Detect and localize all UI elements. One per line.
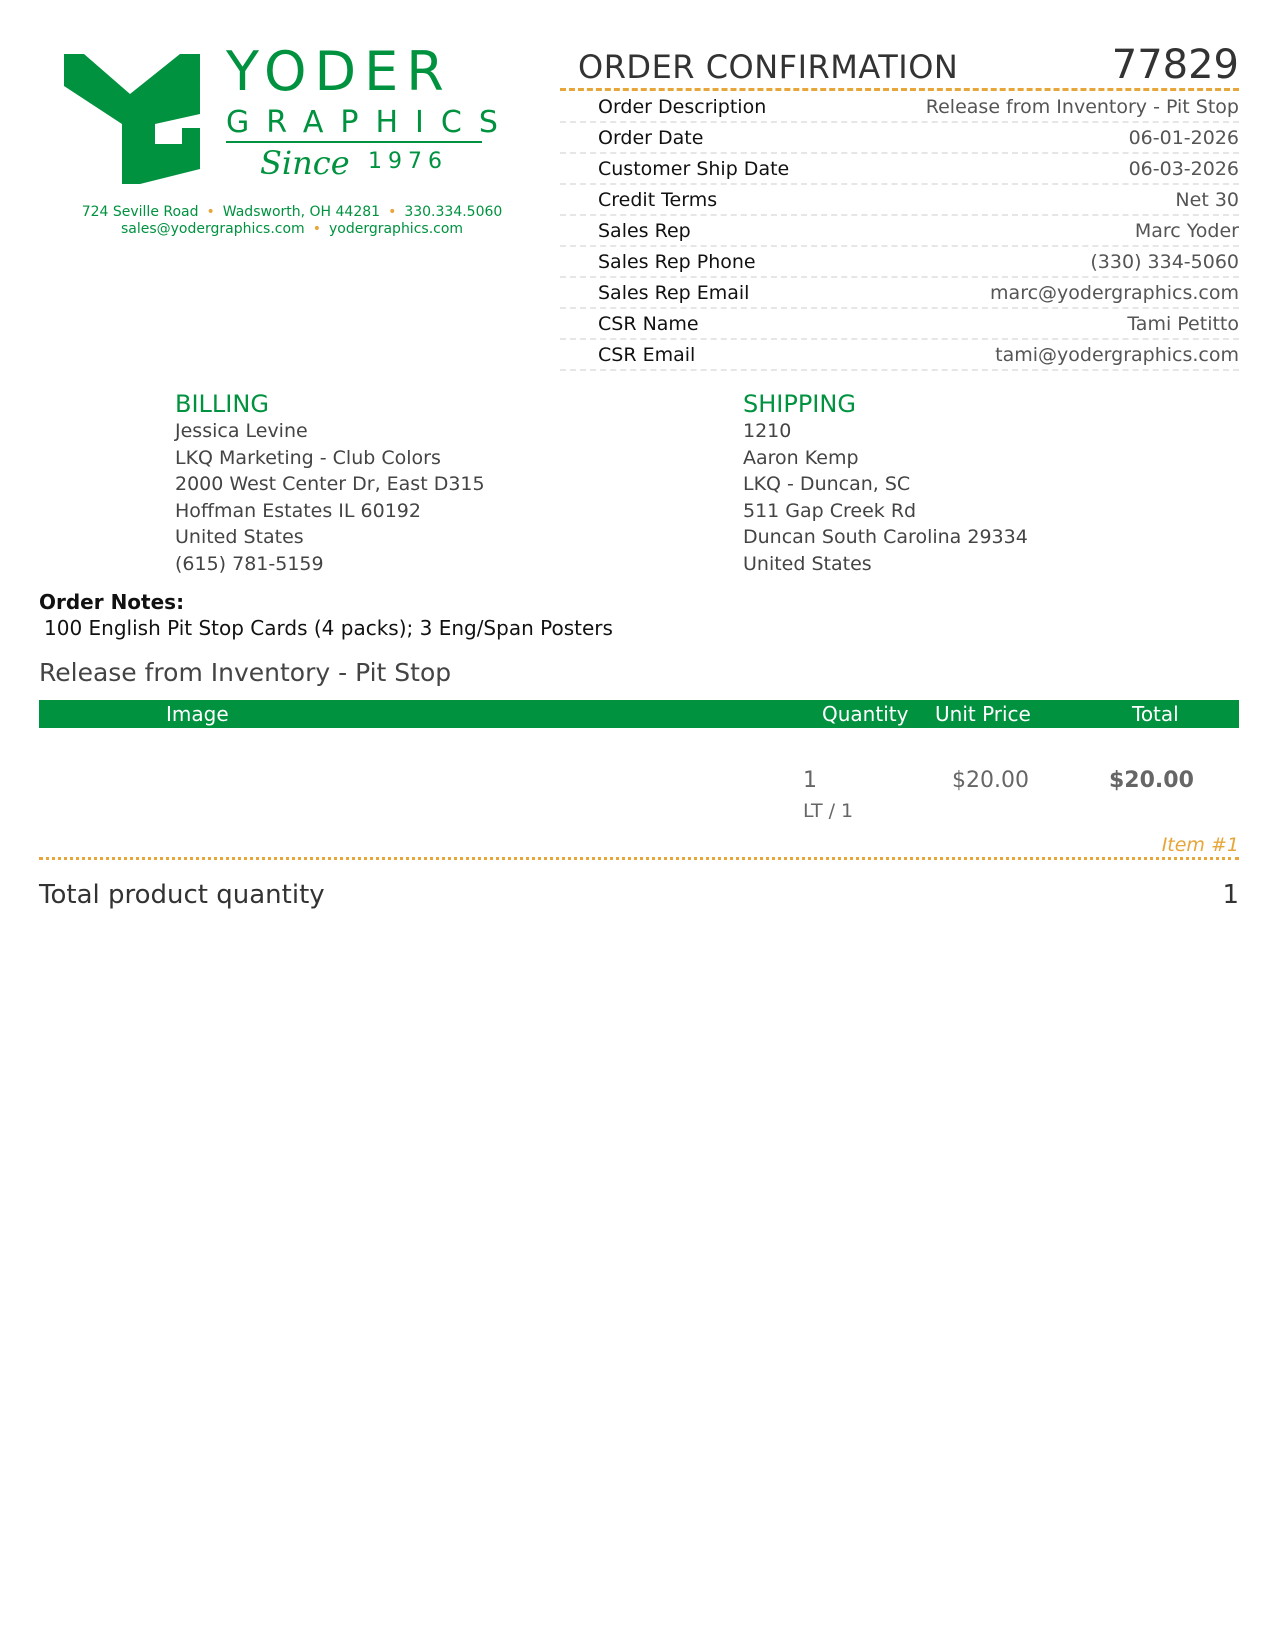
company-logo [60,44,520,194]
sales-rep-email-link[interactable]: marc@yodergraphics.com [990,282,1239,304]
order-notes-label: Order Notes: [39,590,185,614]
order-detail-row [560,340,1239,371]
header-divider [560,88,1239,91]
billing-address [175,390,485,577]
logo-since-script: Since [260,144,350,182]
order-detail-value: Release from Inventory - Pit Stop [925,96,1239,118]
column-header-quantity: Quantity [822,702,909,726]
order-detail-label: Sales Rep Email [598,282,750,304]
order-detail-label: Order Description [598,96,767,118]
order-detail-label: Customer Ship Date [598,158,790,180]
order-detail-value: Net 30 [1175,189,1239,211]
shipping-line: Duncan South Carolina 29334 [743,526,1028,548]
item-unit: LT / 1 [803,800,854,822]
company-street: 724 Seville Road [81,204,199,220]
shipping-address [743,390,1028,577]
total-quantity-label: Total product quantity [39,880,325,910]
billing-line: LKQ Marketing - Club Colors [175,446,441,469]
shipping-line: 511 Gap Creek Rd [743,499,917,522]
billing-line: Hoffman Estates IL 60192 [175,499,421,522]
item-unit-price: $20.00 [952,768,1029,793]
billing-line: United States [175,526,304,548]
order-detail-value: 06-03-2026 [1128,158,1239,180]
section-title: Release from Inventory - Pit Stop [39,658,452,687]
column-header-total: Total [1132,702,1179,726]
company-email-link[interactable]: sales@yodergraphics.com [120,221,305,237]
order-detail-label: CSR Email [598,344,696,366]
shipping-line: LKQ - Duncan, SC [743,473,911,495]
order-detail-row [560,185,1239,216]
billing-line: Jessica Levine [175,420,308,442]
order-number: 77829 [1111,42,1239,88]
company-contact-line: sales@yodergraphics.com • yodergraphics.com [120,221,464,237]
company-phone: 330.334.5060 [404,204,503,220]
company-city: Wadsworth, OH 44281 [222,204,381,220]
logo-name-bottom: GRAPHICS [226,105,515,140]
order-detail-value: 06-01-2026 [1128,127,1239,149]
order-detail-value: (330) 334-5060 [1090,251,1239,273]
order-detail-label: CSR Name [598,313,699,335]
item-quantity: 1 [803,768,817,793]
column-header-unit-price: Unit Price [935,702,1031,726]
item-total: $20.00 [1109,768,1194,793]
shipping-line: Aaron Kemp [743,446,859,469]
item-divider [39,857,1239,860]
item-number-tag: Item #1 [1161,834,1239,856]
order-detail-row [560,247,1239,278]
order-detail-row [560,123,1239,154]
order-detail-row [560,154,1239,185]
order-detail-row [560,92,1239,123]
order-detail-value: Marc Yoder [1134,220,1239,242]
logo-since-year: 1976 [368,149,448,174]
order-detail-label: Sales Rep [598,220,691,242]
billing-heading: BILLING [175,390,269,418]
logo-name-top: YODER [226,44,452,103]
order-detail-value: Tami Petitto [1127,313,1239,335]
order-detail-label: Credit Terms [598,189,718,211]
order-detail-row [560,278,1239,309]
column-header-image: Image [166,702,229,726]
csr-email-link[interactable]: tami@yodergraphics.com [995,344,1239,366]
order-detail-label: Order Date [598,127,704,149]
shipping-heading: SHIPPING [743,390,856,418]
table-header [39,700,1239,728]
order-detail-label: Sales Rep Phone [598,251,756,273]
shipping-line: United States [743,552,872,575]
company-address-line: 724 Seville Road • Wadsworth, OH 44281 • 330.334.5060 [81,204,503,220]
company-website-link[interactable]: yodergraphics.com [328,221,464,237]
billing-line: (615) 781-5159 [175,552,324,575]
logo-mark-icon [64,54,200,184]
billing-line: 2000 West Center Dr, East D315 [175,473,485,495]
order-detail-row [560,309,1239,340]
shipping-line: 1210 [743,420,792,442]
order-detail-row [560,216,1239,247]
order-notes-text: 100 English Pit Stop Cards (4 packs); 3 Eng/Span Posters [44,616,613,640]
total-quantity-value: 1 [1222,880,1239,910]
order-confirmation-title: ORDER CONFIRMATION [578,48,959,86]
